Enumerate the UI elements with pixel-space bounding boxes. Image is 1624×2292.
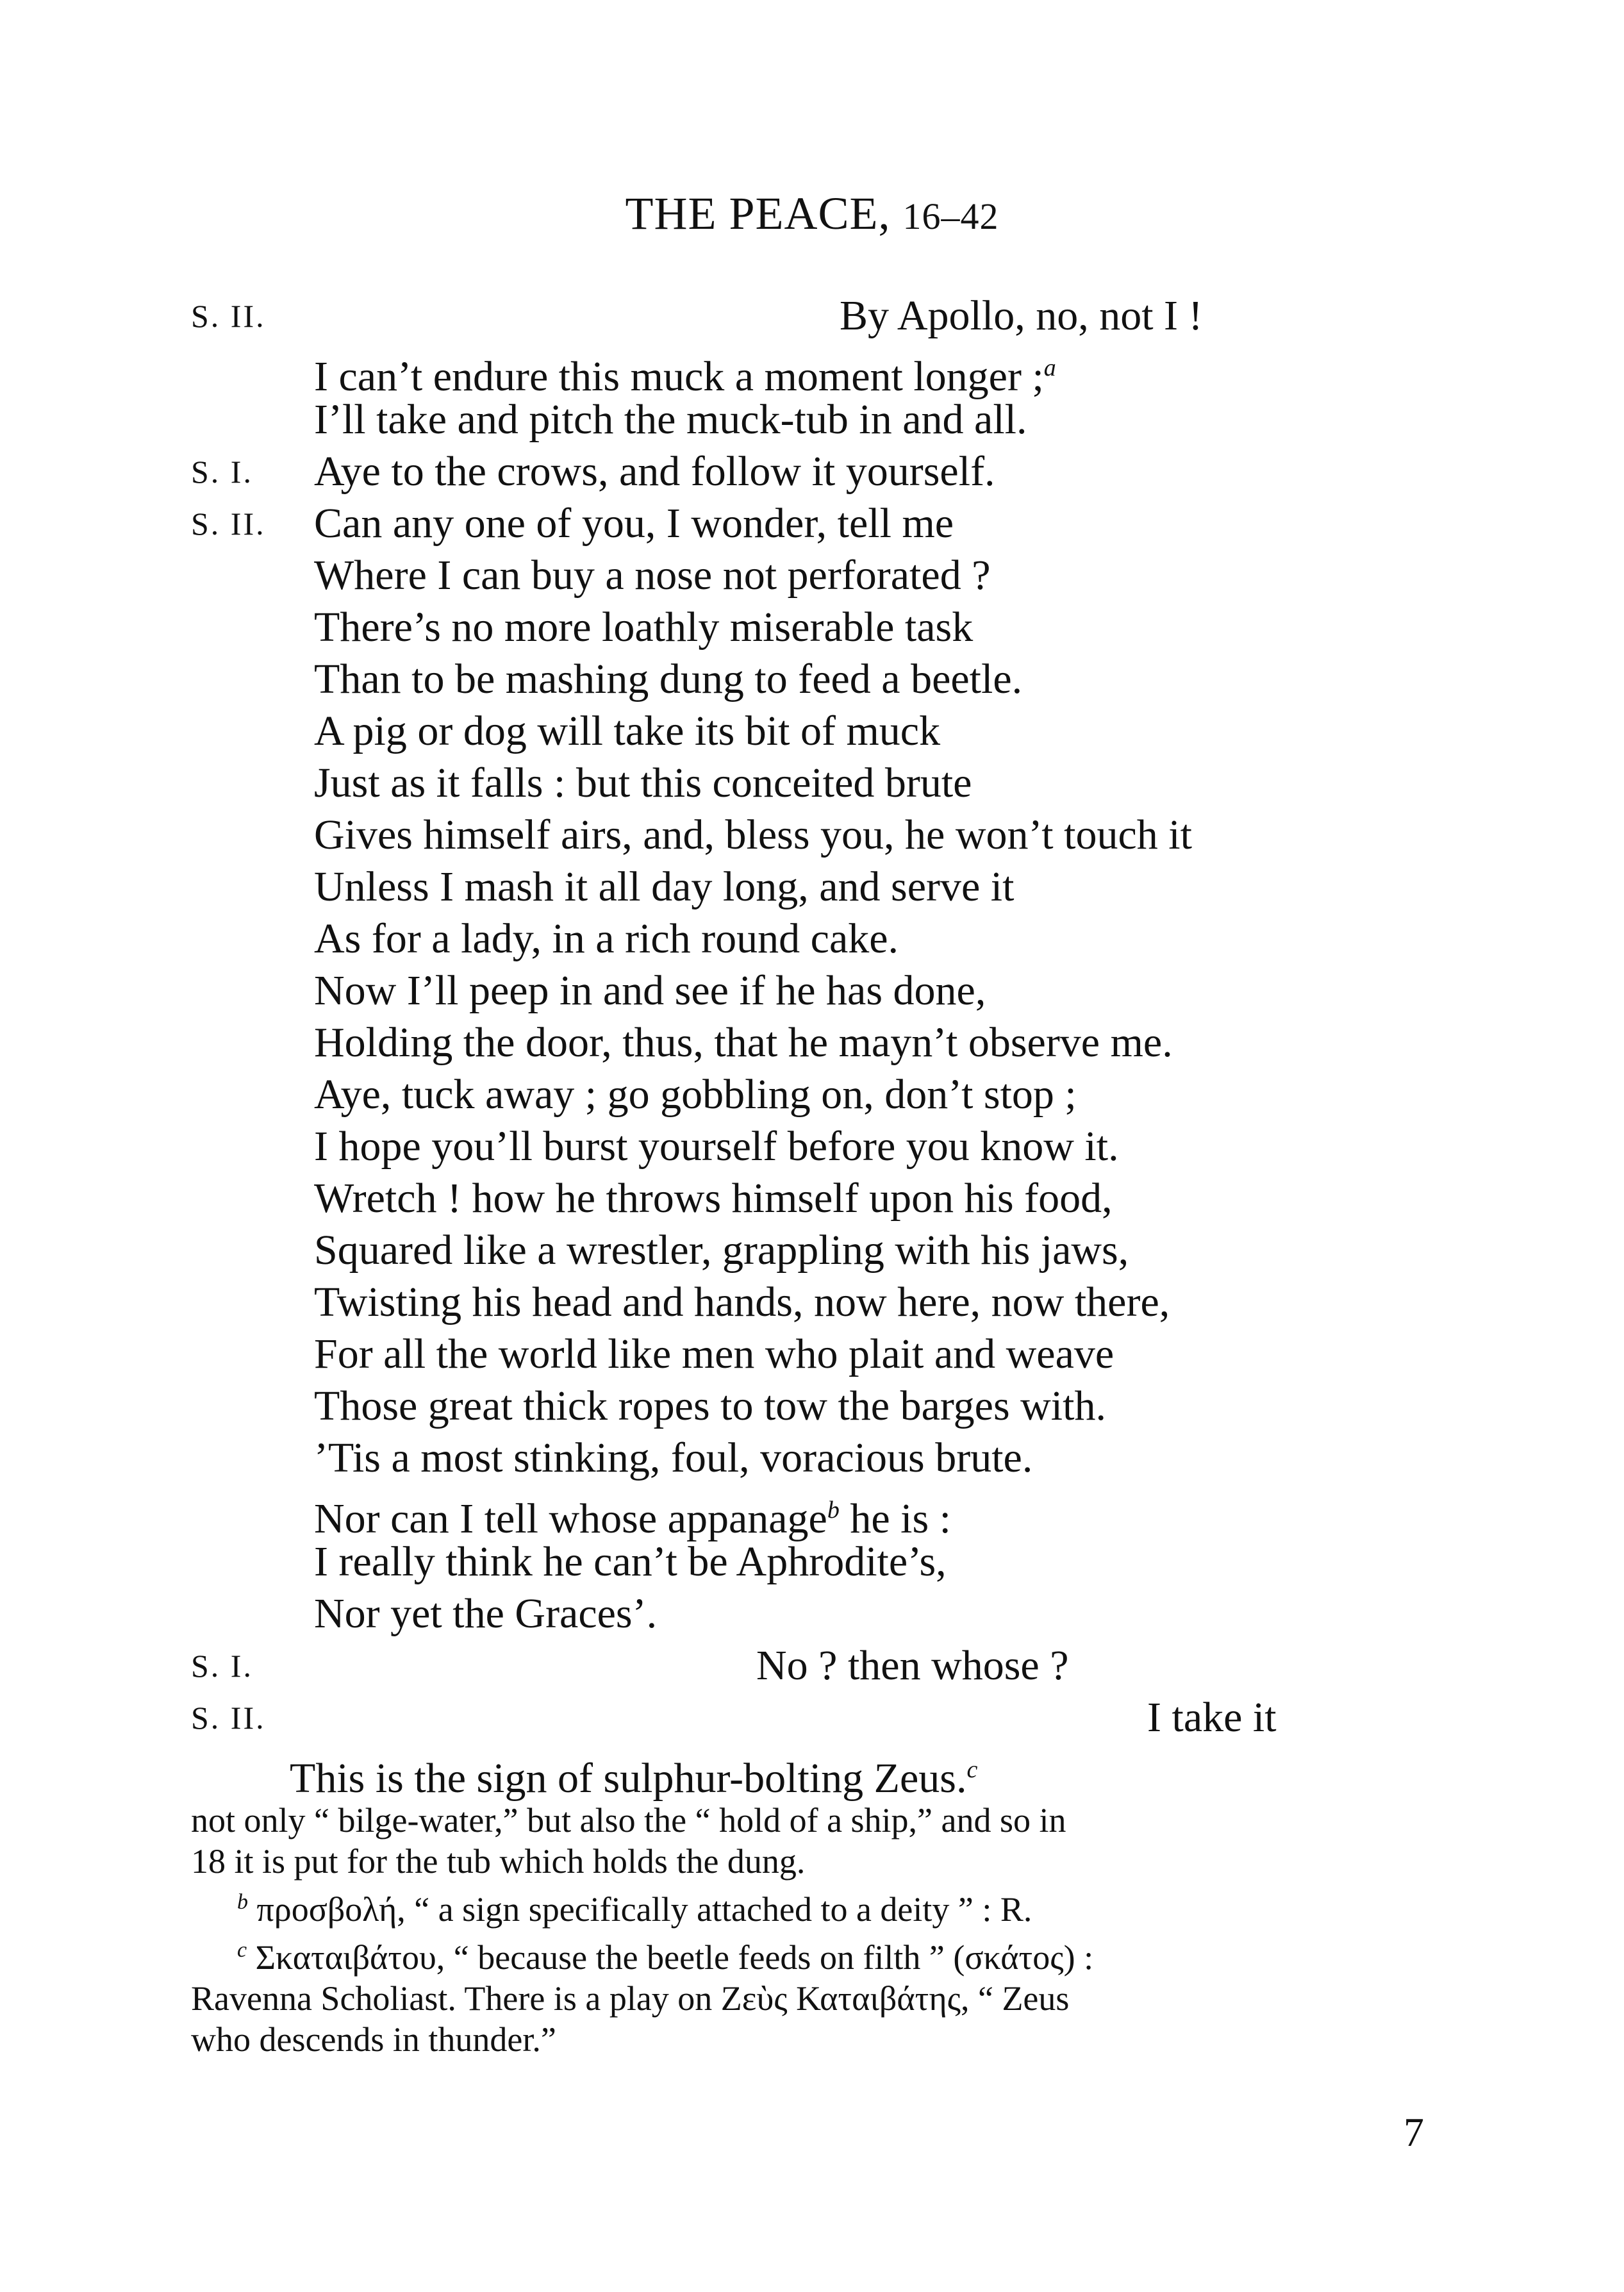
verse-line bbox=[0, 1380, 1624, 1432]
verse-text bbox=[314, 1536, 947, 1588]
footnotes bbox=[191, 1800, 1447, 2060]
verse-text-main: Where I can buy a nose not perforated ? bbox=[314, 552, 991, 599]
verse-line bbox=[0, 1743, 1624, 1802]
verse-text-main: Aye, tuck away ; go gobbling on, don’t stop ; bbox=[314, 1071, 1077, 1118]
verse-line bbox=[0, 861, 1624, 913]
verse-text-main: As for a lady, in a rich round cake. bbox=[314, 915, 899, 962]
verse-text-main: Just as it falls : but this conceited brute bbox=[314, 760, 972, 806]
verse-text bbox=[314, 1120, 1119, 1173]
footnote-text: not only “ bilge-water,” but also the “ hold of a ship,” and so in bbox=[191, 1801, 1066, 1839]
footnote-mark: c bbox=[237, 1938, 247, 1962]
verse-text bbox=[314, 549, 990, 602]
verse-line bbox=[0, 653, 1624, 706]
verse-line bbox=[0, 1172, 1624, 1225]
verse-text bbox=[756, 1640, 1069, 1692]
verse-text-main: Nor can I tell whose appanage bbox=[314, 1495, 827, 1542]
verse-text bbox=[314, 1224, 1129, 1277]
verse-line bbox=[0, 1588, 1624, 1640]
verse-text-main: I take it bbox=[1147, 1694, 1277, 1741]
footnote-text: Σκαταιβάτου, “ because the beetle feeds on filth ” (σκάτος) : bbox=[255, 1938, 1094, 1977]
footnote-reference: b bbox=[827, 1497, 840, 1524]
running-head bbox=[0, 187, 1624, 240]
verse-text bbox=[314, 705, 940, 758]
verse-line bbox=[0, 1536, 1624, 1588]
verse-text bbox=[314, 861, 1014, 913]
running-head-title: THE PEACE, bbox=[625, 188, 891, 239]
verse-text bbox=[314, 445, 995, 498]
speaker-label: S. I. bbox=[191, 1648, 253, 1684]
verse-text-main: Now I’ll peep in and see if he has done, bbox=[314, 967, 986, 1014]
speaker-label: S. II. bbox=[191, 298, 266, 334]
speaker-label: S. II. bbox=[191, 506, 266, 542]
verse-line bbox=[0, 394, 1624, 446]
verse-line bbox=[0, 757, 1624, 810]
verse-text bbox=[314, 757, 972, 810]
footnote-line bbox=[191, 1800, 1447, 1841]
verse-text-main: Can any one of you, I wonder, tell me bbox=[314, 500, 954, 547]
verse-text-main: Those great thick ropes to tow the barges with. bbox=[314, 1383, 1106, 1429]
verse-text-main: This is the sign of sulphur-bolting Zeus. bbox=[290, 1755, 967, 1802]
page-number: 7 bbox=[1404, 2109, 1424, 2155]
running-head-line-range: 16–42 bbox=[902, 195, 999, 237]
footnote-line bbox=[191, 1978, 1447, 2019]
verse-text-main: A pig or dog will take its bit of muck bbox=[314, 708, 941, 754]
verse-line bbox=[0, 1640, 1624, 1692]
verse-text-main: Holding the door, thus, that he mayn’t observe me. bbox=[314, 1019, 1173, 1066]
verse-text bbox=[314, 1380, 1106, 1432]
verse-text-main: No ? then whose ? bbox=[756, 1642, 1069, 1689]
verse-text-continuation: he is : bbox=[839, 1495, 951, 1542]
verse-text bbox=[314, 1328, 1114, 1381]
verse-text-main: Than to be mashing dung to feed a beetle. bbox=[314, 656, 1023, 702]
verse-text-main: I’ll take and pitch the muck-tub in and all. bbox=[314, 396, 1027, 443]
footnote-reference: a bbox=[1043, 354, 1056, 381]
verse-text bbox=[314, 394, 1027, 446]
verse-line bbox=[0, 290, 1624, 342]
verse-text bbox=[314, 497, 954, 550]
verse-line bbox=[0, 1691, 1624, 1744]
footnote-text: προσβολή, “ a sign specifically attached to a deity ” : R. bbox=[256, 1890, 1032, 1929]
verse-text bbox=[314, 1068, 1077, 1121]
footnote-mark: b bbox=[237, 1890, 248, 1914]
verse-text bbox=[840, 290, 1203, 342]
verse-text-main: I hope you’ll burst yourself before you know it. bbox=[314, 1123, 1119, 1170]
verse-line bbox=[0, 601, 1624, 654]
verse-line bbox=[0, 705, 1624, 758]
verse-text bbox=[314, 1017, 1173, 1069]
verse-text bbox=[314, 1588, 657, 1640]
verse-text-main: By Apollo, no, not I ! bbox=[840, 292, 1203, 339]
footnote-line bbox=[191, 2019, 1447, 2060]
speaker-label: S. II. bbox=[191, 1700, 266, 1736]
verse-text bbox=[314, 1172, 1113, 1225]
footnote-text: 18 it is put for the tub which holds the dung. bbox=[191, 1842, 806, 1881]
verse-text bbox=[314, 1432, 1032, 1484]
verse-line bbox=[0, 445, 1624, 498]
verse-text bbox=[314, 601, 973, 654]
verse-text-main: For all the world like men who plait and weave bbox=[314, 1331, 1114, 1377]
speaker-label: S. I. bbox=[191, 454, 253, 490]
verse-line bbox=[0, 497, 1624, 550]
footnote-line bbox=[191, 1882, 1447, 1930]
verse-text-main: Gives himself airs, and, bless you, he won’t touch it bbox=[314, 811, 1192, 858]
verse-line bbox=[0, 965, 1624, 1017]
verse-text bbox=[314, 809, 1192, 861]
verse-text-main: There’s no more loathly miserable task bbox=[314, 604, 974, 651]
verse-line bbox=[0, 913, 1624, 965]
verse-line bbox=[0, 1432, 1624, 1484]
verse-line bbox=[0, 809, 1624, 861]
verse-line bbox=[0, 1276, 1624, 1329]
verse-text-main: I can’t endure this muck a moment longer ; bbox=[314, 353, 1044, 400]
verse-line bbox=[0, 1017, 1624, 1069]
verse-line bbox=[0, 1328, 1624, 1381]
footnote-line bbox=[191, 1930, 1447, 1978]
verse-text-main: Nor yet the Graces’. bbox=[314, 1590, 658, 1637]
footnote-line bbox=[191, 1841, 1447, 1882]
verse-line bbox=[0, 1224, 1624, 1277]
footnote-text: Ravenna Scholiast. There is a play on Ζεὺς Καταιβάτης, “ Zeus bbox=[191, 1979, 1070, 2018]
footnote-text: who descends in thunder.” bbox=[191, 2020, 556, 2059]
verse-text bbox=[1147, 1691, 1277, 1744]
verse-line bbox=[0, 342, 1624, 400]
verse-line bbox=[0, 1068, 1624, 1121]
verse-text bbox=[314, 913, 899, 965]
verse-text-main: Twisting his head and hands, now here, now there, bbox=[314, 1279, 1170, 1325]
verse-line bbox=[0, 1484, 1624, 1542]
verse-text bbox=[314, 1276, 1170, 1329]
verse-line bbox=[0, 1120, 1624, 1173]
verse-text-main: Aye to the crows, and follow it yourself. bbox=[314, 448, 995, 495]
verse-text-main: I really think he can’t be Aphrodite’s, bbox=[314, 1538, 947, 1585]
verse-text-main: Wretch ! how he throws himself upon his food, bbox=[314, 1175, 1113, 1222]
verse-text-main: ’Tis a most stinking, foul, voracious brute. bbox=[314, 1434, 1033, 1481]
footnote-reference: c bbox=[966, 1756, 978, 1783]
verse-line bbox=[0, 549, 1624, 602]
verse-text-main: Unless I mash it all day long, and serve it bbox=[314, 863, 1015, 910]
verse-text bbox=[314, 965, 986, 1017]
verse-text bbox=[290, 1743, 977, 1805]
verse-text bbox=[314, 653, 1022, 706]
verse-text-main: Squared like a wrestler, grappling with his jaws, bbox=[314, 1227, 1129, 1274]
